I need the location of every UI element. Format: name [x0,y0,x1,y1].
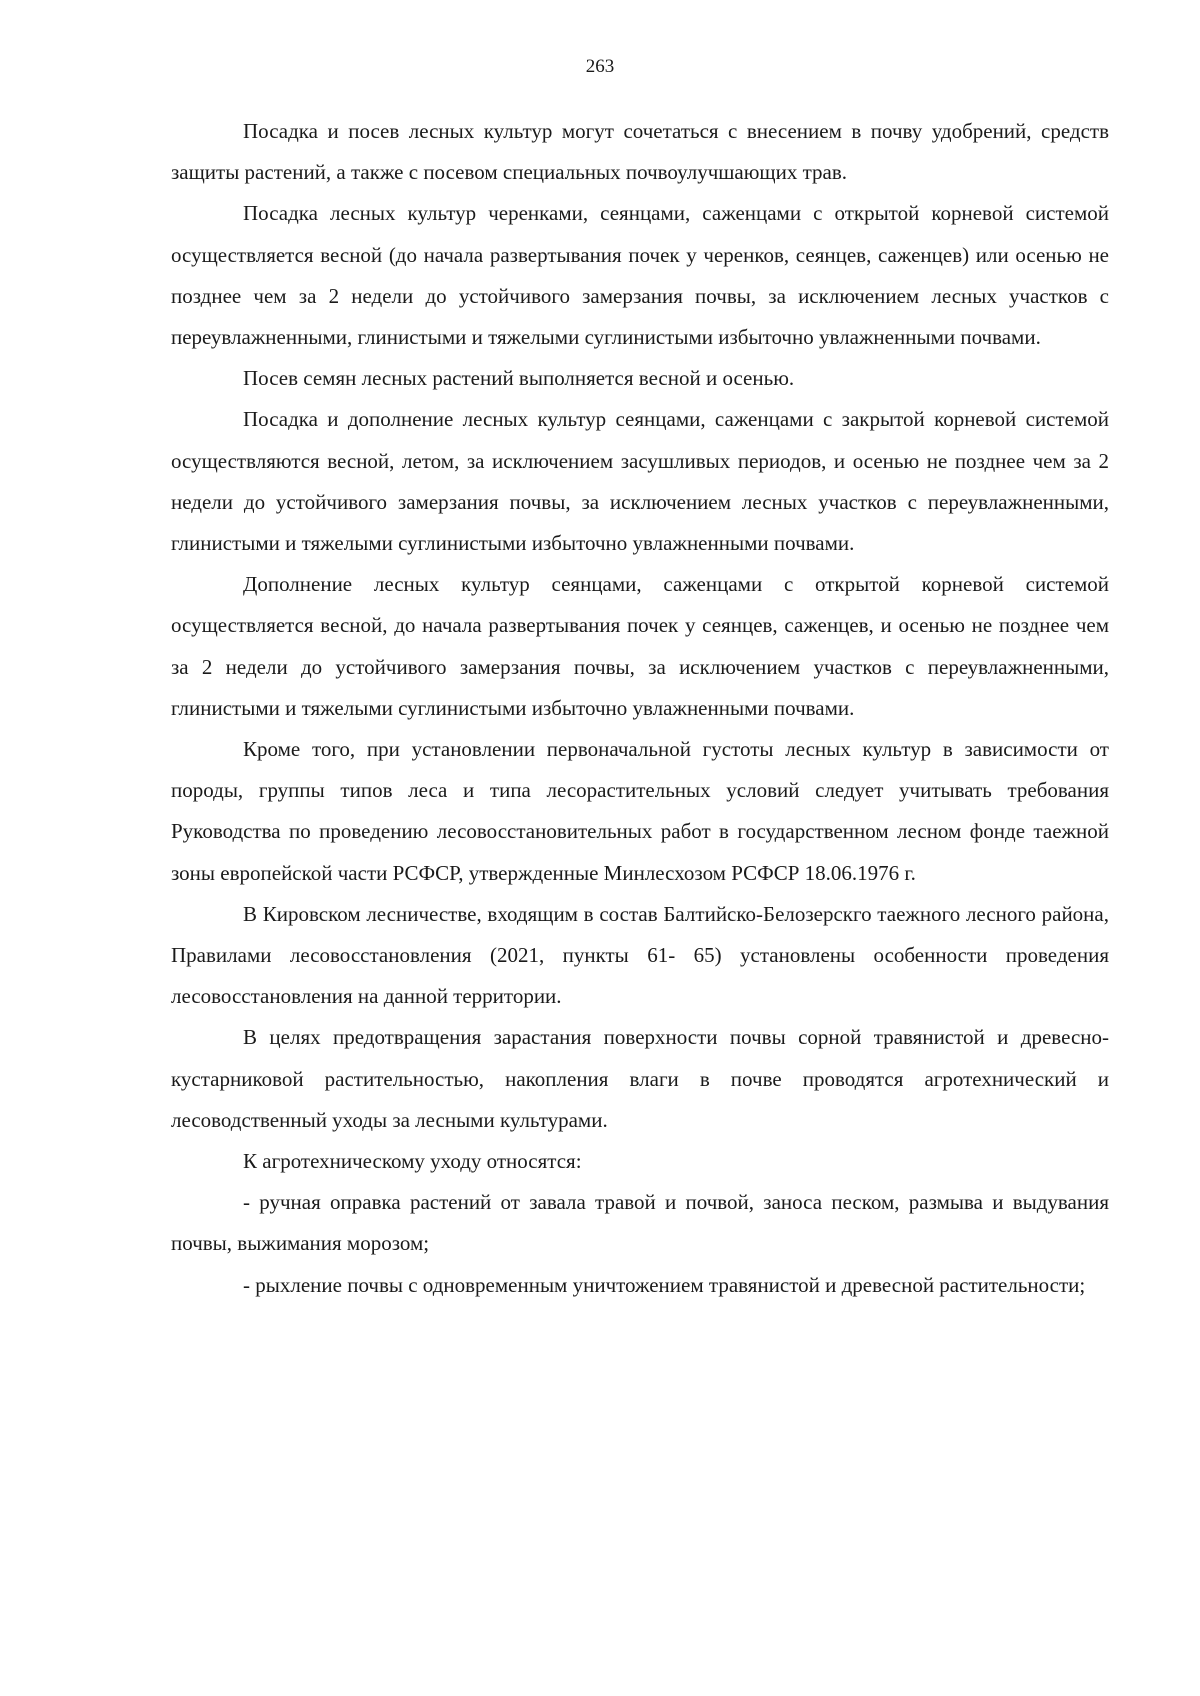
paragraph-seed-sowing: Посев семян лесных растений выполняется весной и осенью. [243,366,795,391]
paragraph-fertilizers: Посадка и посев лесных культур могут сочетаться с внесением в почву удобрений, средств защиты растений, а также с посевом специальных почвоулучшающих трав. [171,119,1109,185]
document-body [171,111,1109,1306]
page-number: 263 [585,56,615,77]
paragraph-care-purpose: В целях предотвращения зарастания поверхности почвы сорной травянистой и древесно-кустарниковой растительностью, накопления влаги в почве проводятся агротехнический и лесоводственный уходы за лесными культурами. [171,1025,1109,1132]
list-item-manual-straightening: - ручная оправка растений от завала травой и почвой, заноса песком, размыва и выдувания почвы, выжимания морозом; [171,1190,1109,1256]
paragraph-open-root-planting: Посадка лесных культур черенками, сеянцами, саженцами с открытой корневой системой осуществляется весной (до начала развертывания почек у черенков, сеянцев, саженцев) или осенью не позднее чем за 2 недели до устойчивого замерзания почвы, за исключением лесных участков с переувлажненными, глинистыми и тяжелыми суглинистыми избыточно увлажненными почвами. [171,201,1109,350]
paragraph-kirov-forestry: В Кировском лесничестве, входящим в состав Балтийско-Белозерскго таежного лесного района, Правилами лесовосстановления (2021, пункты 61- 65) установлены особенности проведения лесовосстановления на данной территории. [171,901,1109,1009]
paragraph-closed-root-planting: Посадка и дополнение лесных культур сеянцами, саженцами с закрытой корневой системой осуществляются весной, летом, за исключением засушливых периодов, и осенью не позднее чем за 2 недели до устойчивого замерзания почвы, за исключением лесных участков с переувлажненными, глинистыми и тяжелыми суглинистыми избыточно увлажненными почвами. [171,407,1109,556]
paragraph-agrotechnical-care-heading: К агротехническому уходу относятся: [243,1149,582,1174]
paragraph-initial-density: Кроме того, при установлении первоначальной густоты лесных культур в зависимости от породы, группы типов леса и типа лесорастительных условий следует учитывать требования Руководства по проведению лесовосстановительных работ в государственном лесном фонде таежной зоны европейской части РСФСР, утвержденные Минлесхозом РСФСР 18.06.1976 г. [171,737,1109,885]
list-item-soil-loosening: - рыхление почвы с одновременным уничтожением травянистой и древесной растительности; [243,1272,1086,1297]
paragraph-open-root-supplement: Дополнение лесных культур сеянцами, саженцами с открытой корневой системой осуществляется весной, до начала развертывания почек у сеянцев, саженцев, и осенью не позднее чем за 2 недели до устойчивого замерзания почвы, за исключением участков с переувлажненными, глинистыми и тяжелыми суглинистыми избыточно увлажненными почвами. [171,572,1109,720]
